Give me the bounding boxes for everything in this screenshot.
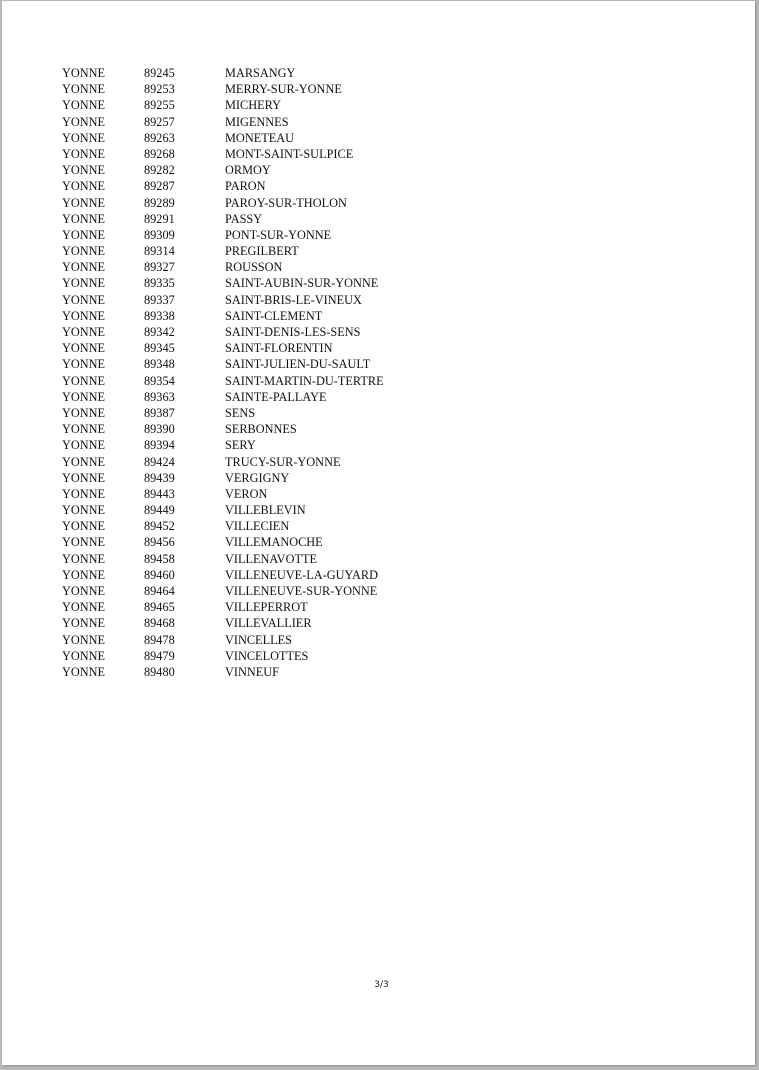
- insee-code-cell: 89263: [144, 130, 175, 145]
- insee-code-cell: 89282: [144, 163, 175, 178]
- department-cell: YONNE: [62, 292, 106, 307]
- commune-name-cell: MICHERY: [225, 98, 282, 113]
- commune-name-cell: VILLEPERROT: [225, 600, 308, 615]
- commune-name-cell: VERON: [225, 486, 268, 501]
- department-cell: YONNE: [62, 276, 106, 291]
- department-cell: YONNE: [62, 584, 106, 598]
- commune-name-cell: SERBONNES: [225, 422, 297, 437]
- insee-code-cell: 89465: [144, 600, 175, 615]
- department-cell: YONNE: [62, 405, 106, 420]
- department-cell: YONNE: [62, 389, 106, 404]
- document-page: [2, 1, 755, 1065]
- department-cell: YONNE: [62, 438, 106, 453]
- insee-code-cell: 89342: [144, 325, 175, 339]
- commune-name-cell: VILLECIEN: [225, 519, 290, 534]
- insee-code-cell: 89390: [144, 422, 175, 437]
- commune-name-cell: ROUSSON: [225, 260, 283, 275]
- department-cell: YONNE: [62, 664, 106, 679]
- commune-name-cell: SENS: [225, 405, 256, 420]
- insee-code-cell: 89255: [144, 98, 175, 113]
- commune-name-cell: VERGIGNY: [225, 470, 290, 485]
- department-cell: YONNE: [62, 195, 106, 210]
- insee-code-cell: 89291: [144, 211, 175, 226]
- insee-code-cell: 89287: [144, 179, 175, 194]
- insee-code-cell: 89309: [144, 227, 175, 242]
- commune-name-cell: SAINT-AUBIN-SUR-YONNE: [225, 276, 379, 291]
- department-cell: YONNE: [62, 551, 106, 566]
- insee-code-cell: 89253: [144, 82, 175, 97]
- insee-code-cell: 89449: [144, 503, 175, 518]
- commune-name-cell: MARSANGY: [225, 66, 296, 80]
- commune-name-cell: TRUCY-SUR-YONNE: [225, 454, 341, 469]
- insee-code-cell: 89363: [144, 389, 175, 404]
- insee-code-cell: 89424: [144, 454, 175, 469]
- department-cell: YONNE: [62, 357, 106, 372]
- department-cell: YONNE: [62, 470, 106, 485]
- insee-code-cell: 89452: [144, 519, 175, 534]
- commune-name-cell: MIGENNES: [225, 114, 289, 129]
- commune-name-cell: PAROY-SUR-THOLON: [225, 195, 347, 210]
- commune-name-cell: SAINT-CLEMENT: [225, 308, 323, 323]
- insee-code-cell: 89468: [144, 616, 175, 631]
- insee-code-cell: 89345: [144, 341, 175, 356]
- commune-name-cell: VILLEBLEVIN: [225, 503, 306, 518]
- insee-code-cell: 89443: [144, 486, 175, 501]
- insee-code-cell: 89268: [144, 146, 175, 161]
- insee-code-cell: 89460: [144, 567, 175, 582]
- department-cell: YONNE: [62, 308, 106, 323]
- department-cell: YONNE: [62, 341, 106, 356]
- department-cell: YONNE: [62, 179, 106, 194]
- insee-code-cell: 89338: [144, 308, 175, 323]
- page-number: 3/3: [374, 980, 389, 990]
- department-cell: YONNE: [62, 373, 106, 388]
- commune-name-cell: VINNEUF: [225, 664, 279, 679]
- commune-name-cell: SAINT-MARTIN-DU-TERTRE: [225, 373, 384, 388]
- department-cell: YONNE: [62, 130, 106, 145]
- insee-code-cell: 89289: [144, 195, 175, 210]
- commune-name-cell: MONT-SAINT-SULPICE: [225, 146, 354, 161]
- department-cell: YONNE: [62, 211, 106, 226]
- insee-code-cell: 89456: [144, 535, 175, 550]
- department-cell: YONNE: [62, 325, 106, 339]
- commune-name-cell: SAINT-BRIS-LE-VINEUX: [225, 292, 362, 307]
- department-cell: YONNE: [62, 260, 106, 275]
- commune-name-cell: PARON: [225, 179, 266, 194]
- insee-code-cell: 89354: [144, 373, 175, 388]
- department-cell: YONNE: [62, 114, 106, 129]
- department-cell: YONNE: [62, 632, 106, 647]
- commune-name-cell: SAINT-FLORENTIN: [225, 341, 333, 356]
- commune-name-cell: ORMOY: [225, 163, 271, 178]
- department-cell: YONNE: [62, 648, 106, 663]
- insee-code-cell: 89257: [144, 114, 175, 129]
- commune-name-cell: SAINTE-PALLAYE: [225, 389, 327, 404]
- department-cell: YONNE: [62, 163, 106, 178]
- department-cell: YONNE: [62, 567, 106, 582]
- insee-code-cell: 89480: [144, 664, 175, 679]
- commune-name-cell: VINCELLES: [225, 632, 292, 647]
- insee-code-cell: 89478: [144, 632, 175, 647]
- department-cell: YONNE: [62, 66, 106, 80]
- department-cell: YONNE: [62, 98, 106, 113]
- insee-code-cell: 89439: [144, 470, 175, 485]
- department-cell: YONNE: [62, 227, 106, 242]
- commune-name-cell: PREGILBERT: [225, 244, 299, 259]
- department-cell: YONNE: [62, 535, 106, 550]
- department-cell: YONNE: [62, 600, 106, 615]
- commune-name-cell: SERY: [225, 438, 256, 453]
- commune-name-cell: PASSY: [225, 211, 263, 226]
- commune-name-cell: SAINT-DENIS-LES-SENS: [225, 325, 361, 339]
- department-cell: YONNE: [62, 616, 106, 631]
- commune-name-cell: VILLENEUVE-SUR-YONNE: [225, 584, 378, 598]
- insee-code-cell: 89394: [144, 438, 175, 453]
- commune-name-cell: SAINT-JULIEN-DU-SAULT: [225, 357, 371, 372]
- insee-code-cell: 89348: [144, 357, 175, 372]
- insee-code-cell: 89387: [144, 405, 175, 420]
- commune-name-cell: VILLEVALLIER: [225, 616, 312, 631]
- department-cell: YONNE: [62, 422, 106, 437]
- insee-code-cell: 89245: [144, 66, 175, 80]
- insee-code-cell: 89327: [144, 260, 175, 275]
- insee-code-cell: 89464: [144, 584, 175, 598]
- commune-name-cell: PONT-SUR-YONNE: [225, 227, 332, 242]
- department-cell: YONNE: [62, 503, 106, 518]
- department-cell: YONNE: [62, 146, 106, 161]
- department-cell: YONNE: [62, 244, 106, 259]
- department-cell: YONNE: [62, 519, 106, 534]
- department-cell: YONNE: [62, 486, 106, 501]
- insee-code-cell: 89314: [144, 244, 175, 259]
- insee-code-cell: 89337: [144, 292, 175, 307]
- insee-code-cell: 89479: [144, 648, 175, 663]
- department-cell: YONNE: [62, 82, 106, 97]
- insee-code-cell: 89335: [144, 276, 175, 291]
- commune-name-cell: MONETEAU: [225, 130, 294, 145]
- commune-name-cell: VINCELOTTES: [225, 648, 309, 663]
- commune-name-cell: VILLENAVOTTE: [225, 551, 317, 566]
- commune-name-cell: VILLENEUVE-LA-GUYARD: [225, 567, 378, 582]
- commune-name-cell: MERRY-SUR-YONNE: [225, 82, 342, 97]
- insee-code-cell: 89458: [144, 551, 175, 566]
- commune-name-cell: VILLEMANOCHE: [225, 535, 323, 550]
- department-cell: YONNE: [62, 454, 106, 469]
